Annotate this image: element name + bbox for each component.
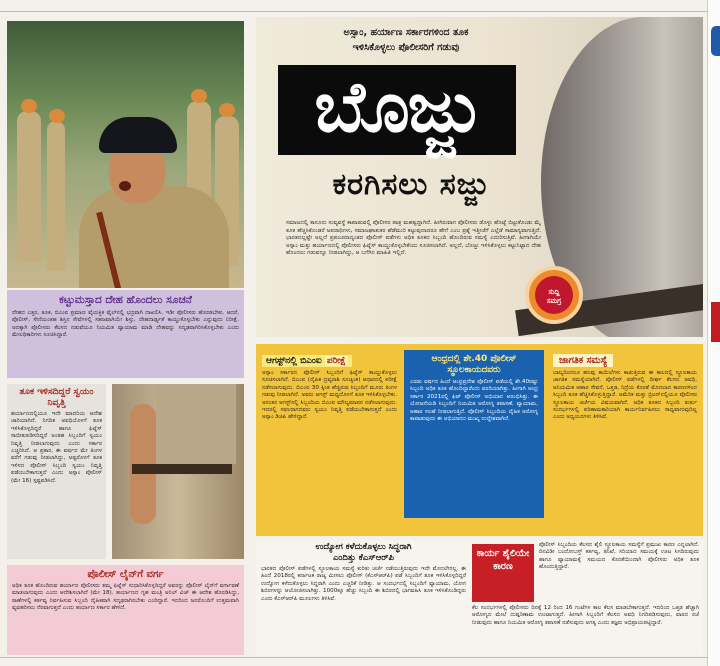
bmi-check-title — [262, 355, 352, 367]
police-belly-photo — [112, 384, 244, 559]
work-style-column — [539, 542, 699, 572]
police-lines-box — [7, 565, 244, 655]
logo-line1: ಸುದ್ದಿ — [548, 288, 560, 296]
work-style-title-box — [472, 544, 534, 602]
officer-mouth — [119, 181, 131, 191]
officer-cap — [99, 117, 177, 153]
page-top-rule — [0, 0, 707, 12]
andhra-fit-police-title: ಆಂಧ್ರದಲ್ಲಿ ಶೇ.40 ಪೊಲೀಸ್ ಸ್ಥೂಲಕಾಯದವರು — [431, 354, 517, 375]
global-issue-column — [553, 348, 697, 422]
sudhi-samagra-logo — [525, 266, 583, 324]
work-style-title: ಕಾರ್ಯ ಶೈಲಿಯೇ ಕಾರಣ — [476, 548, 530, 572]
global-issue-title: ಜಾಗತಿಕ ಸಮಸ್ಯೆ — [553, 354, 613, 367]
retirement-box — [7, 384, 106, 559]
bmi-check-title-highlight: ಪರೀಕ್ಷೆ — [326, 356, 346, 366]
headline: ಬೊಜ್ಜು — [314, 66, 480, 148]
bmi-check-text: ಅಸ್ಸಾಂ ಸರ್ಕಾರದ ಪೊಲೀಸ್ ಸಿಬ್ಬಂದಿಗೆ ಫಿಟ್ನೆಸ್ ಕಾಯ್ದುಕೊಳ್ಳಲು ಸೂಚಿಸಲಾಗಿದೆ. ಬಿಎಂಐ (ದೈಹಿಕ ದ್ರವ್ಯರಾಶಿ ಸೂಚ್ಯಂಕ) ಆಧಾರದಲ್ಲಿ ಪರೀಕ್ಷೆ ನಡೆಸಲಾಗುವುದು. ಬಿಎಂಐ 30 ಕ್ಕಿಂತ ಹೆಚ್ಚಿರುವ ಸಿಬ್ಬಂದಿಗೆ ಮೂರು ತಿಂಗಳ ಗಡುವು ನೀಡಲಾಗಿದೆ. ಅವರು ಆಗಸ್ಟ್ ಮಧ್ಯದೊಳಗೆ ತೂಕ ಇಳಿಸಿಕೊಳ್ಳಬೇಕು. ಅನಂತರ ಆಗಸ್ಟ್‌ನಲ್ಲಿ ಸಿಬ್ಬಂದಿಯ ಬಿಎಂಐ ಮೌಲ್ಯಮಾಪನ ನಡೆಸಲಾಗುವುದು. ಇದರಲ್ಲಿ ಸಫಲರಾಗದವರು ಸ್ವಯಂ ನಿವೃತ್ತಿ ಪಡೆಯಬೇಕಾಗುತ್ತದೆ ಎಂದು ಅಸ್ಸಾಂ ಡಿಜಿಪಿ ಹೇಳಿದ್ದಾರೆ. — [262, 370, 397, 421]
fitness-instruction-text: ದೇಹದ ಎತ್ತರ, ತೂಕ, ಬಿಎಂಐ ಪ್ರಮಾಣ ವೈಯಕ್ತಿಕ ಫೈಲ್‌ನಲ್ಲಿ ಭದ್ರವಾಗಿ ದಾಖಲಿಸಿ. ಇಡೀ ಪೊಲೀಸರು ಹೊರಡಬೇಕು. ಆದರೆ, ಪೊಲೀಸ್, ಸೇನೆಯಂತಹ ಶಿಸ್ತಿನ ಸೇವೆಗಳಲ್ಲಿ ಸಹಜವಾಗಿಯೇ ಶಿಸ್ತು, ದೇಹದಾರ್ಢ್ಯತೆ ಕಾಯ್ದುಕೊಳ್ಳಬೇಕು ಎನ್ನುವುದು ನಿರೀಕ್ಷೆ. ಅದಕ್ಕಾಗಿ ಪೊಲೀಸರು ಕೆಲಸದ ನಡುವೆಯೂ ನಿಯಮಿತ ವ್ಯಾಯಾಮ ಮಾಡಿ ದೇಹವನ್ನು ಸದೃಢವಾಗಿರಿಸಿಕೊಳ್ಳಬೇಕು ಎಂದು ಮೇಲಧಿಕಾರಿಗಳು ಸೂಚಿಸಿದ್ದಾರೆ. — [12, 310, 239, 339]
andhra-fit-police-box — [404, 350, 544, 518]
adjacent-column-edge — [707, 0, 720, 666]
background-officer — [17, 111, 41, 261]
background-officer — [47, 121, 65, 271]
police-lines-title: ಪೊಲೀಸ್ ಲೈನ್‌ಗೆ ವರ್ಗ — [87, 569, 164, 580]
uniform-belt — [132, 464, 232, 474]
work-style-text: ಪೊಲೀಸ್ ಸಿಬ್ಬಂದಿಯ ಕೆಲಸದ ಶೈಲಿ ಸ್ಥೂಲಕಾಯ ಸಮಸ್ಯೆಗೆ ಪ್ರಮುಖ ಕಾರಣ ಎನ್ನಲಾಗಿದೆ. ದಿನವಿಡೀ ಬಂದೋಬಸ್ತ್ ಕರ್ತವ್ಯ, ತನಿಖೆ, ಸರಿಯಾದ ಸಮಯಕ್ಕೆ ಊಟ ಸಿಗದಿರುವುದು ಹಾಗೂ ವ್ಯಾಯಾಮಕ್ಕೆ ಸಮಯದ ಕೊರತೆಯಿಂದಾಗಿ ಪೊಲೀಸರು ಅಧಿಕ ತೂಕ ಹೊಂದುತ್ತಿದ್ದಾರೆ. — [539, 542, 699, 571]
ksrp-text: ಭಾರತದ ಪೊಲೀಸ್ ಪಡೆಗಳಲ್ಲಿ ಸ್ಥೂಲಕಾಯ ಸಮಸ್ಯೆ ಕುರಿತು ಚರ್ಚೆ ನಡೆಯುತ್ತಿರುವುದು ಇದೇ ಮೊದಲೇನಲ್ಲ. ಈ ಹಿಂದೆ 2018ರಲ್ಲಿ ಕರ್ನಾಟಕ ರಾಜ್ಯ ಮೀಸಲು ಪೊಲೀಸ್ (ಕೆಎಸ್‌ಆರ್‌ಪಿ) ಪಡೆ ಸಿಬ್ಬಂದಿಗೆ ತೂಕ ಇಳಿಸಿಕೊಳ್ಳದಿದ್ದರೆ ಉದ್ಯೋಗ ಕಳೆದುಕೊಳ್ಳಲು ಸಿದ್ಧರಾಗಿ ಎಂದು ಎಚ್ಚರಿಕೆ ನೀಡಿತ್ತು. ಆ ಸಂದರ್ಭದಲ್ಲಿ ಸಿಬ್ಬಂದಿಗೆ ವ್ಯಾಯಾಮ, ಯೋಗ ಶಿಬಿರಗಳನ್ನು ಆಯೋಜಿಸಲಾಗಿತ್ತು. 1000ಕ್ಕೂ ಹೆಚ್ಚು ಸಿಬ್ಬಂದಿ ಈ ಶಿಬಿರದಲ್ಲಿ ಭಾಗವಹಿಸಿ ತೂಕ ಇಳಿಸಿಕೊಂಡಿದ್ದರು ಎಂದು ಕೆಎಸ್‌ಆರ್‌ಪಿ ಮೂಲಗಳು ತಿಳಿಸಿವೆ. — [261, 566, 466, 602]
ksrp-title-line1: ಉದ್ಯೋಗ ಕಳೆದುಕೊಳ್ಳಲು ಸಿದ್ಧರಾಗಿ — [315, 542, 412, 552]
fitness-instruction-box — [7, 290, 244, 378]
global-issue-text: ಬಾಲ್ಯದಿಂದಲೂ ಹಲವು ಕಾಯಿಲೆಗಳು ಕಾಡುತ್ತಿರುವ ಈ ಕಾಲದಲ್ಲಿ ಸ್ಥೂಲಕಾಯ ಜಾಗತಿಕ ಸಮಸ್ಯೆಯಾಗಿದೆ. ಪೊಲೀಸ್ ಪಡೆಗಳಲ್ಲಿ ದೀರ್ಘ ಕೆಲಸದ ಅವಧಿ, ಅನಿಯಮಿತ ಆಹಾರ ಸೇವನೆ, ಒತ್ತಡ, ನಿದ್ರೆಯ ಕೊರತೆ ಮೊದಲಾದ ಕಾರಣಗಳಿಂದ ಸಿಬ್ಬಂದಿ ತೂಕ ಹೆಚ್ಚಿಸಿಕೊಳ್ಳುತ್ತಿದ್ದಾರೆ. ಅಮೆರಿಕ ಮತ್ತು ಬ್ರಿಟನ್‌ನಲ್ಲಿಯೂ ಪೊಲೀಸರ ಸ್ಥೂಲಕಾಯ ಚರ್ಚೆಯ ವಿಷಯವಾಗಿದೆ. ಅಧಿಕ ತೂಕದ ಸಿಬ್ಬಂದಿ ತುರ್ತು ಸಂದರ್ಭಗಳಲ್ಲಿ ಪರಿಣಾಮಕಾರಿಯಾಗಿ ಕಾರ್ಯನಿರ್ವಹಿಸಲು ಸಾಧ್ಯವಾಗುವುದಿಲ್ಲ ಎಂದು ಅಧ್ಯಯನಗಳು ತಿಳಿಸಿವೆ. — [553, 370, 697, 421]
work-style-column-continued — [472, 605, 699, 627]
subheadline: ಕರಗಿಸಲು ಸಜ್ಜು — [332, 167, 490, 202]
banner-kicker: ಇಳಿಸಿಕೊಳ್ಳಲು ಪೊಲೀಸರಿಗೆ ಗಡುವು — [352, 42, 460, 53]
background-officer-head — [49, 109, 65, 123]
lead-paragraph: ಸಮಾಜದಲ್ಲಿ ಕಾನೂನು ಸುವ್ಯವಸ್ಥೆ ಕಾಪಾಡುವಲ್ಲಿ ಪೊಲೀಸರ ಪಾತ್ರ ಮಹತ್ವದ್ದಾಗಿದೆ. ಹೀಗಿರುವಾಗ ಪೊಲೀಸರು ಡೊಳ್ಳು ಹೊಟ್ಟೆ ಬಿಟ್ಟುಕೊಂಡು ಮೈ ತೂಕ ಹೆಚ್ಚಿಸಿಕೊಂಡರೆ ಅಪರಾಧಿಗಳು, ಸಮಾಜಘಾತುಕರ ಹೆಡೆಮುರಿ ಕಟ್ಟುವುದಾದರೂ ಹೇಗೆ ಎಂಬ ಪ್ರಶ್ನೆ ಇತ್ತೀಚೆಗೆ ಎಲ್ಲೆಡೆ ಸಾಮಾನ್ಯವಾಗುತ್ತಿದೆ. ಭಾರತದಲ್ಲಷ್ಟೇ ಅಲ್ಲದೆ ಪ್ರಪಂಚದಾದ್ಯಂತದ ಪೊಲೀಸ್ ಪಡೆಗಳು ಅಧಿಕ ತೂಕದ ಸಿಬ್ಬಂದಿ ಹೊಂದಿರುವ ಸಮಸ್ಯೆ ಎದುರಿಸುತ್ತಿವೆ. ಹೀಗಾಗಿಯೇ ಅಸ್ಸಾಂ ಮತ್ತು ಹರ್ಯಾಣದಲ್ಲಿ ಪೊಲೀಸರು ಫಿಟ್ನೆಸ್ ಕಾಯ್ದುಕೊಳ್ಳಬೇಕೆಂದು ಸೂಚಿಸಲಾಗಿದೆ. ಅಲ್ಲದೆ, ಬೊಜ್ಜು ಇಳಿಸಿಕೊಳ್ಳಲು ಕಟ್ಟುನಿಟ್ಟಾದ ದೇಹ ಹೊಂದಲು ಗಡುವನ್ನೂ ನೀಡಲಾಗಿದ್ದು, ಆ ಬಗೆಗಿನ ಮಾಹಿತಿ ಇಲ್ಲಿದೆ. — [286, 220, 541, 257]
bmi-check-column — [262, 348, 397, 422]
ksrp-title-line2: ಎಂದಿತ್ತು ಕೆಎಸ್‌ಆರ್‌ಪಿ — [333, 553, 394, 563]
logo-inner-circle — [535, 276, 573, 314]
ksrp-column — [261, 542, 466, 603]
ksrp-title — [261, 542, 466, 564]
yellow-info-band — [256, 344, 703, 536]
officer-photo — [7, 21, 244, 288]
andhra-fit-police-text: ಎರಡು ವರ್ಷದ ಹಿಂದೆ ಆಂಧ್ರಪ್ರದೇಶ ಪೊಲೀಸ್ ಪಡೆಯಲ್ಲಿ ಶೇ.40ರಷ್ಟು ಸಿಬ್ಬಂದಿ ಅಧಿಕ ತೂಕ ಹೊಂದಿದ್ದಾರೆಂದು ವರದಿಯಾಗಿತ್ತು. ಹೀಗಾಗಿ ಆಂಧ್ರ ಸರ್ಕಾರ 2021ರಲ್ಲಿ ಫಿಟ್ ಪೊಲೀಸ್ ಅಭಿಯಾನ ಆರಂಭಿಸಿತ್ತು. ಈ ಯೋಜನೆಯಡಿ ಸಿಬ್ಬಂದಿಗೆ ನಿಯಮಿತ ಆರೋಗ್ಯ ತಪಾಸಣೆ, ವ್ಯಾಯಾಮ, ಆಹಾರ ಸಲಹೆ ನೀಡಲಾಗುತ್ತಿದೆ. ಪೊಲೀಸ್ ಸಿಬ್ಬಂದಿಯ ದೈಹಿಕ ಆರೋಗ್ಯ ಕಾಪಾಡುವುದು ಈ ಅಭಿಯಾನದ ಮುಖ್ಯ ಉದ್ದೇಶವಾಗಿದೆ. — [410, 379, 538, 423]
bmi-check-title-text: ಆಗಸ್ಟ್‌ನಲ್ಲಿ ಬಿಎಂಐ — [266, 356, 322, 366]
uniform-shirt — [156, 384, 236, 464]
police-lines-text: ಅಧಿಕ ತೂಕ ಹೊಂದಿರುವ ಹರ್ಯಾಣ ಪೊಲೀಸರು ತಮ್ಮ ಫಿಟ್ನೆಸ್ ಸುಧಾರಿಸಿಕೊಳ್ಳದಿದ್ದರೆ ಅವರನ್ನು ಪೊಲೀಸ್ ಲೈನ್‌ಗೆ ವರ್ಗಾವಣೆ ಮಾಡಲಾಗುವುದು ಎಂದು ಆದೇಶಿಸಲಾಗಿದೆ (ಮೇ 18). ಹರ್ಯಾಣದ ಗೃಹ ಮಂತ್ರಿ ಅನಿಲ್ ವಿಜ್ ಈ ಆದೇಶ ಹೊರಡಿಸಿದ್ದು, ಠಾಣೆಗಳಲ್ಲಿ ಕರ್ತವ್ಯ ನಿರ್ವಹಿಸುವ ಸಿಬ್ಬಂದಿ ದೈಹಿಕವಾಗಿ ಸದೃಢರಾಗಿರಬೇಕು ಎಂದಿದ್ದಾರೆ. ಇದರಿಂದ ಜನರೊಂದಿಗೆ ಉತ್ತಮವಾಗಿ ವ್ಯವಹರಿಸಲು ನೆರವಾಗುತ್ತದೆ ಎಂದು ಹರ್ಯಾಣ ಸರ್ಕಾರ ಹೇಳಿದೆ. — [12, 583, 239, 612]
adjacent-red-marker — [711, 302, 720, 342]
fitness-instruction-title: ಕಟ್ಟುಮಸ್ತಾದ ದೇಹ ಹೊಂದಲು ಸೂಚನೆ — [59, 294, 192, 306]
logo-line2: ಸಮಗ್ರ — [546, 297, 562, 305]
main-banner — [256, 17, 703, 337]
background-officer-head — [191, 89, 207, 103]
bottom-band — [256, 540, 703, 655]
page-bottom-rule — [0, 657, 707, 666]
work-style-text-continued: ಕೆಲ ಸಂದರ್ಭಗಳಲ್ಲಿ ಪೊಲೀಸರು ದಿನಕ್ಕೆ 12 ರಿಂದ 16 ಗಂಟೆಗಳ ಕಾಲ ಕೆಲಸ ಮಾಡಬೇಕಾಗುತ್ತದೆ. ಇದರಿಂದ ಒತ್ತಡ ಹೆಚ್ಚಾಗಿ ಆರೋಗ್ಯದ ಮೇಲೆ ದುಷ್ಪರಿಣಾಮ ಉಂಟಾಗುತ್ತದೆ. ಹೀಗಾಗಿ ಸಿಬ್ಬಂದಿಗೆ ಕೆಲಸದ ಅವಧಿ ನಿಗದಿಪಡಿಸುವುದು, ವಾರದ ರಜೆ ನೀಡುವುದು ಹಾಗೂ ನಿಯಮಿತ ಆರೋಗ್ಯ ತಪಾಸಣೆ ನಡೆಸುವುದು ಅಗತ್ಯ ಎಂದು ತಜ್ಞರು ಅಭಿಪ್ರಾಯಪಟ್ಟಿದ್ದಾರೆ. — [472, 605, 699, 626]
retirement-title: ತೂಕ ಇಳಿಸದಿದ್ದರೆ ಸ್ವಯಂ ನಿವೃತ್ತಿ — [19, 387, 94, 408]
adjacent-blue-marker — [711, 26, 720, 56]
background-officer-head — [219, 103, 235, 117]
banner-kicker: ಅಸ್ಸಾಂ, ಹರ್ಯಾಣ ಸರ್ಕಾರಗಳಿಂದ ತೂಕ — [343, 27, 469, 38]
retirement-text: ಹರ್ಯಾಣದಲ್ಲಿಯೂ ಇದೇ ಮಾದರಿಯ ಆದೇಶ ಜಾರಿಯಾಗಿದೆ. ನಿಗದಿತ ಅವಧಿಯೊಳಗೆ ತೂಕ ಇಳಿಸಿಕೊಳ್ಳದಿದ್ದರೆ ಹಾಗೂ ಫಿಟ್ನೆಸ್ ಸಾಬೀತುಪಡಿಸದಿದ್ದರೆ ಅಂತಹ ಸಿಬ್ಬಂದಿಗೆ ಸ್ವಯಂ ನಿವೃತ್ತಿ ನೀಡಲಾಗುವುದು ಎಂದು ಸರ್ಕಾರ ಎಚ್ಚರಿಸಿದೆ. ಆ ಪ್ರಕಾರ, ಈ ವರ್ಷದ ಮೇ ತಿಂಗಳ ವರೆಗೆ ಗಡುವು ನೀಡಲಾಗಿದ್ದು, ಅಷ್ಟರೊಳಗೆ ತೂಕ ಇಳಿಸದ ಪೊಲೀಸ್ ಸಿಬ್ಬಂದಿ ಸ್ವಯಂ ನಿವೃತ್ತಿ ಪಡೆಯಬೇಕಾಗುತ್ತದೆ ಎಂದು ಅಸ್ಸಾಂ ಪೊಲೀಸ್ (ಮೇ 16) ಸ್ಪಷ್ಟಪಡಿಸಿದೆ. — [11, 411, 102, 484]
background-officer-head — [21, 99, 37, 113]
